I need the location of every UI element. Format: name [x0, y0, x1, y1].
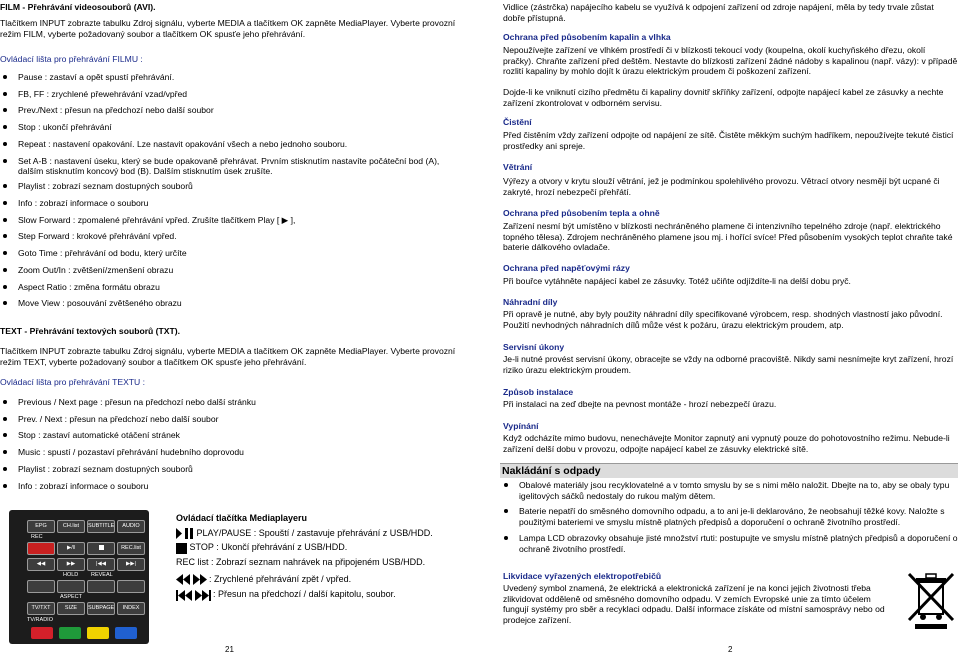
text-spare-parts: Při opravě je nutné, aby byly použity náhradní díly specifikované výrobcem, resp. shodných vlastností jako původní. Použití nevhodných náhradních dílů může vést k požáru, úrazu elektrickým proudem, atp. — [503, 309, 943, 330]
heading-disposal: Likvidace vyřazených elektropotřebičů — [503, 571, 662, 581]
list-item: Previous / Next page : přesun na předchozí nebo další stránku — [2, 397, 457, 408]
list-item: Stop : ukončí přehrávání — [2, 122, 457, 133]
crossed-bin-icon — [905, 570, 957, 630]
hold-button — [57, 580, 85, 593]
list-item: Playlist : zobrazí seznam dostupných souborů — [2, 181, 457, 192]
heading-spare-parts: Náhradní díly — [503, 297, 558, 307]
list-item: Set A-B : nastavení úseku, který se bude opakovaně přehrávat. Prvním stisknutím nastavíte počáteční bod (A), dalším stisknutím koncový bod (B). Dalším stisknutím úsek zrušíte. — [2, 156, 457, 177]
green-button — [59, 627, 81, 639]
remote-line-chapter: : Přesun na předchozí / další kapitolu, soubor. — [176, 589, 466, 601]
text-service: Je-li nutné provést servisní úkony, obracejte se vždy na odborné pracoviště. Nikdy sami nesnímejte kryt zařízení, hrozí riziko úrazu elektrickým proudem. — [503, 354, 954, 375]
control-title-text: Ovládací lišta pro přehrávání TEXTU : — [0, 377, 146, 387]
heading-cleaning: Čistění — [503, 117, 532, 127]
list-item: Move View : posouvání zvětšeného obrazu — [2, 298, 457, 309]
tvtxt-button: TV/TXT — [27, 602, 55, 615]
intro-avi: Tlačítkem INPUT zobrazte tabulku Zdroj signálu, vyberte MEDIA a tlačítkem OK zapněte MediaPlayer. Vyberte provozní režim FILM, vyberte požadovaný soubor a tlačítkem OK spusťe jeho přehrávání. — [0, 18, 456, 39]
remote-line-play: PLAY/PAUSE : Spouští / zastavuje přehrávání z USB/HDD. — [176, 528, 466, 540]
list-item: Goto Time : přehrávání od bodu, který určíte — [2, 248, 457, 259]
remote-control-image — [9, 510, 149, 644]
text-moisture-2: Dojde-li ke vniknutí cizího předmětu či kapaliny dovnitř skříňky zařízení, odpojte napájecí kabel ze zásuvky a nechte zařízení zkontrolovat v odborném servisu. — [503, 87, 944, 108]
heading-switching-off: Vypínání — [503, 421, 539, 431]
film-control-list — [2, 72, 457, 315]
list-item: Baterie nepatří do směsného domovního odpadu, a to ani je-li deklarováno, že neobsahují těžké kovy. Naložte s použitými bateriemi ve smyslu místně platných předpisů a doporučení o ochraně životního prostředí. — [503, 506, 958, 527]
prev-chapter-button: |◀◀ — [87, 558, 115, 571]
stop-button — [87, 542, 115, 555]
list-item: Step Forward : krokové přehrávání vpřed. — [2, 231, 457, 242]
size-button: SIZE — [57, 602, 85, 615]
heading-moisture: Ochrana před působením kapalin a vlhka — [503, 32, 671, 42]
red-button — [31, 627, 53, 639]
list-item: Stop : zastaví automatické otáčení stránek — [2, 430, 457, 441]
play-pause-button: ▶/‖ — [57, 542, 85, 555]
reveal-button — [87, 580, 115, 593]
text-disposal: Uvedený symbol znamená, že elektrická a elektronická zařízení je na konci jejich životnosti třeba zlikvidovat odděleně od směsného domovního odpadu. V zemích Evropské unie za tímto účelem fungují systémy pro sběr a recyklaci odpadu. Další informace získáte od místní samosprávy nebo od prodejce zařízení. — [503, 583, 885, 626]
page-number-right: 2 — [728, 645, 733, 654]
remote-description — [176, 513, 466, 601]
text-surge: Při bouřce vytáhněte napájecí kabel ze zásuvky. Totéž učiňte odjíždíte-li na delší dobu pryč. — [503, 276, 851, 286]
remote-line-ffrew: : Zrychlené přehrávání zpět / vpřed. — [176, 574, 466, 586]
stop-icon — [176, 543, 187, 554]
list-item: Prev./Next : přesun na předchozí nebo další soubor — [2, 105, 457, 116]
heading-surge: Ochrana před napěťovými rázy — [503, 263, 630, 273]
next-chapter-button: ▶▶| — [117, 558, 145, 571]
reclist-button: REC.list — [117, 542, 145, 555]
text-installation: Při instalaci na zeď dbejte na pevnost montáže - hrozí nebezpečí úrazu. — [503, 399, 777, 409]
rec-button — [27, 542, 55, 555]
remote-button — [117, 580, 145, 593]
remote-title: Ovládací tlačítka Mediaplayeru — [176, 513, 308, 523]
play-pause-icon — [176, 528, 194, 539]
fast-forward-icon — [193, 574, 207, 585]
remote-button — [27, 580, 55, 593]
epg-button: EPG — [27, 520, 55, 533]
subpage-button: SUBPAGE — [87, 602, 115, 615]
text-cleaning: Před čistěním vždy zařízení odpojte od napájení ze sítě. Čistěte měkkým suchým hadříkem, nepoužívejte tekuté čisticí prostředky ani spreje. — [503, 130, 954, 151]
list-item: Playlist : zobrazí seznam dostupných souborů — [2, 464, 457, 475]
text-heat: Zařízení nesmí být umístěno v blízkosti nechráněného plamene či intenzivního tepelného zdroje (např. elektrického topného tělesa). Zdrojem nechráněného plamene jsou mj. i hořící svíce! Před působením vysokých teplot chraňte také baterie dálkového ovladače. — [503, 221, 953, 253]
list-item: Info : zobrazí informace o souboru — [2, 481, 457, 492]
reveal-label: REVEAL — [91, 572, 113, 578]
list-item: Pause : zastaví a opět spustí přehrávání. — [2, 72, 457, 83]
list-item: Obalové materiály jsou recyklovatelné a v tomto smyslu by se s nimi mělo naložit. Dbejte na to, aby se obaly typu igelitových sáčků nedostaly do rukou malým dětem. — [503, 480, 958, 501]
text-control-list — [2, 397, 457, 497]
section-title-txt: TEXT - Přehrávání textových souborů (TXT). — [0, 326, 181, 336]
hold-label: HOLD — [63, 572, 79, 578]
rec-label: REC — [31, 534, 43, 540]
heading-service: Servisní úkony — [503, 342, 565, 352]
list-item: Slow Forward : zpomalené přehrávání vpřed. Zrušíte tlačítkem Play [ ▶ ], — [2, 215, 457, 226]
waste-heading-bar — [500, 463, 958, 478]
power-cord-note: Vidlice (zástrčka) napájecího kabelu se využívá k odpojení zařízení od zdroje napájení, měla by tedy trvale zůstat dobře přístupná. — [503, 2, 934, 23]
list-item: Lampa LCD obrazovky obsahuje jisté množství rtuti: postupujte ve smyslu místně platných předpisů a doporučení o ochraně životního prostředí. — [503, 533, 958, 554]
index-button: INDEX — [117, 602, 145, 615]
control-title-film: Ovládací lišta pro přehrávání FILMU : — [0, 54, 143, 64]
heading-ventilation: Větrání — [503, 162, 533, 172]
subtitle-button: SUBTITLE — [87, 520, 115, 533]
yellow-button — [87, 627, 109, 639]
list-item: Info : zobrazí informace o souboru — [2, 198, 457, 209]
aspect-label: ASPECT — [60, 594, 83, 600]
remote-line-rec: REC list : Zobrazí seznam nahrávek na připojeném USB/HDD. — [176, 557, 426, 568]
list-item: FB, FF : zrychlené přewehrávání vzad/vpřed — [2, 89, 457, 100]
heading-installation: Způsob instalace — [503, 387, 574, 397]
chlist-button: CH.list — [57, 520, 85, 533]
list-item: Aspect Ratio : změna formátu obrazu — [2, 282, 457, 293]
waste-list — [503, 480, 958, 559]
rewind-button: ◀◀ — [27, 558, 55, 571]
audio-button: AUDIO — [117, 520, 145, 533]
blue-button — [115, 627, 137, 639]
list-item: Repeat : nastavení opakování. Lze nastavit opakování všech a nebo jednoho souboru. — [2, 139, 457, 150]
text-switching-off: Když odcházíte mimo budovu, nenechávejte Monitor zapnutý ani vypnutý pouze do pohotovostního režimu. Nebude-li zařízení delší dobu v provozu, odpojte napájecí kabel ze zásuvky elektrické sítě. — [503, 433, 950, 454]
list-item: Prev. / Next : přesun na předchozí nebo další soubor — [2, 414, 457, 425]
previous-chapter-icon — [176, 590, 192, 601]
next-chapter-icon — [195, 590, 211, 601]
heading-waste: Nakládání s odpady — [502, 465, 601, 477]
heading-heat: Ochrana před působením tepla a ohně — [503, 208, 660, 218]
tvradio-label: TV/RADIO — [27, 617, 53, 623]
section-title-avi: FILM - Přehrávání videosouborů (AVI). — [0, 2, 156, 12]
page-number-left: 21 — [225, 645, 234, 654]
intro-txt: Tlačítkem INPUT zobrazte tabulku Zdroj signálu, vyberte MEDIA a tlačítkem OK zapněte MediaPlayer. Vyberte provozní režim TEXT, vyberte požadovaný soubor a tlačítkem OK spusťe jeho přehrávání. — [0, 346, 456, 367]
text-moisture: Nepoužívejte zařízení ve vlhkém prostředí či v blízkosti tekoucí vody (koupelna, okolí kuchyňského dřezu, okolí pračky). Chraňte zařízení před deštěm. Nestavte do blízkosti zařízení žádné nádoby s kapalinou (např. vázy): v případě rozlití kapaliny by mohlo dojít k úrazu elektrickým proudem či poškození zařízení. — [503, 45, 958, 77]
rewind-icon — [176, 574, 190, 585]
list-item: Music : spustí / pozastaví přehrávání hudebního doprovodu — [2, 447, 457, 458]
fast-forward-button: ▶▶ — [57, 558, 85, 571]
list-item: Zoom Out/In : zvětšení/zmenšení obrazu — [2, 265, 457, 276]
text-ventilation: Výřezy a otvory v krytu slouží větrání, jež je podmínkou spolehlivého provozu. Větrací otvory nesmějí být ucpané či zakryté, hrozí nebezpečí přehřátí. — [503, 176, 940, 197]
remote-line-stop: STOP : Ukončí přehrávání z USB/HDD. — [176, 542, 466, 554]
